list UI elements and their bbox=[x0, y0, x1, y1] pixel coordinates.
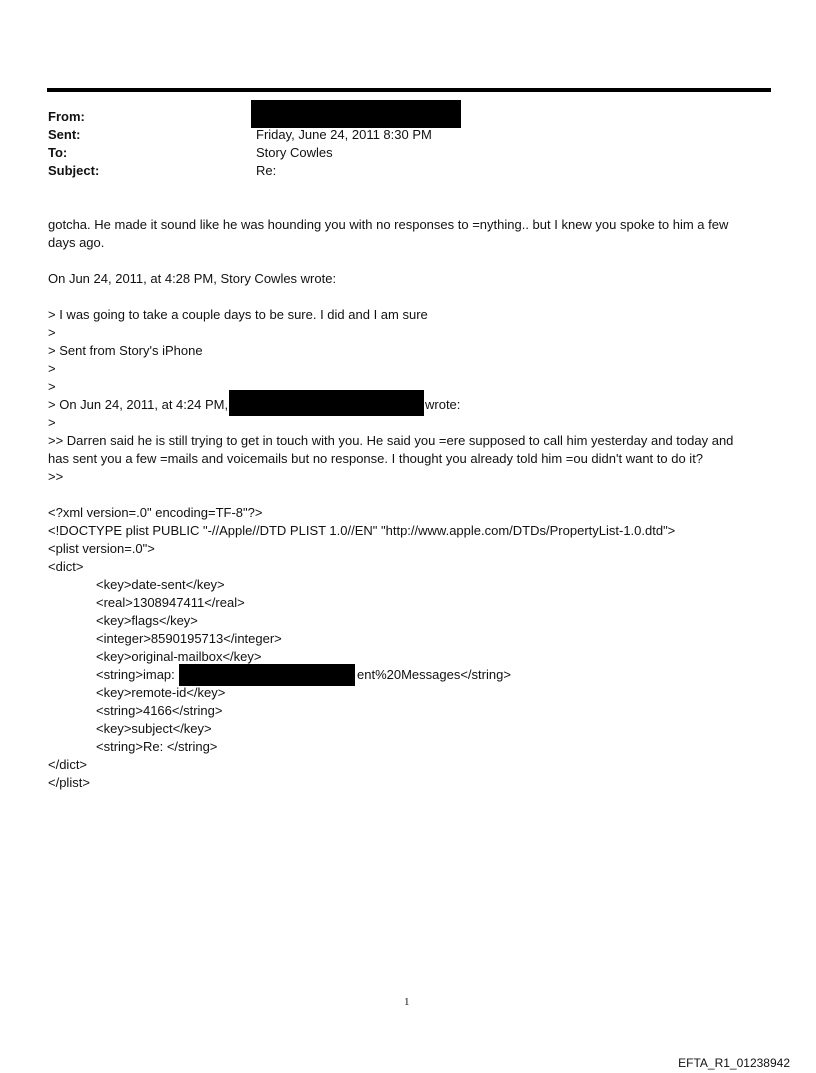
xml-line: <key>original-mailbox</key> bbox=[96, 649, 262, 664]
quoted-line: >> bbox=[48, 469, 64, 484]
redaction-sender bbox=[229, 390, 424, 416]
xml-line: <string>4166</string> bbox=[96, 703, 223, 718]
quoted-line: > bbox=[48, 415, 56, 430]
quoted-line: > I was going to take a couple days to be sure. I did and I am sure bbox=[48, 307, 428, 322]
xml-line: <key>flags</key> bbox=[96, 613, 198, 628]
xml-line: <!DOCTYPE plist PUBLIC "-//Apple//DTD PLIST 1.0//EN" "http://www.apple.com/DTDs/PropertyList-1.0.dtd"> bbox=[48, 523, 676, 538]
subject-label: Subject: bbox=[48, 163, 100, 178]
sent-label: Sent: bbox=[48, 127, 81, 142]
from-label: From: bbox=[48, 109, 85, 124]
quoted-line: > On Jun 24, 2011, at 4:24 PM, bbox=[48, 397, 229, 412]
xml-line: <key>remote-id</key> bbox=[96, 685, 226, 700]
xml-line: </dict> bbox=[48, 757, 88, 772]
to-value: Story Cowles bbox=[256, 145, 333, 160]
xml-line: <plist version=.0"> bbox=[48, 541, 155, 556]
page-number: 1 bbox=[404, 996, 410, 1008]
xml-line: </plist> bbox=[48, 775, 90, 790]
subject-value: Re: bbox=[256, 163, 277, 178]
body-line: On Jun 24, 2011, at 4:28 PM, Story Cowles wrote: bbox=[48, 271, 337, 286]
xml-line: <dict> bbox=[48, 559, 84, 574]
body-line: days ago. bbox=[48, 235, 105, 250]
xml-line: <?xml version=.0" encoding=TF-8"?> bbox=[48, 505, 263, 520]
quoted-line: > bbox=[48, 361, 56, 376]
document-id: EFTA_R1_01238942 bbox=[678, 1056, 790, 1070]
xml-line: <integer>8590195713</integer> bbox=[96, 631, 282, 646]
xml-line-tail: ent%20Messages</string> bbox=[357, 667, 511, 682]
quoted-line: has sent you a few =mails and voicemails but no response. I thought you already told him =ou didn't want to do it? bbox=[48, 451, 704, 466]
sent-value: Friday, June 24, 2011 8:30 PM bbox=[256, 127, 432, 142]
xml-line: <key>subject</key> bbox=[96, 721, 212, 736]
redaction-mailbox bbox=[179, 664, 355, 686]
xml-line: <real>1308947411</real> bbox=[96, 595, 245, 610]
redaction-from bbox=[251, 100, 461, 128]
to-label: To: bbox=[48, 145, 68, 160]
quoted-line-wrote: wrote: bbox=[425, 397, 461, 412]
body-line: gotcha. He made it sound like he was hounding you with no responses to =nything.. but I knew you spoke to him a few bbox=[48, 217, 729, 232]
quoted-line: > bbox=[48, 379, 56, 394]
quoted-line: > bbox=[48, 325, 56, 340]
quoted-line: >> Darren said he is still trying to get in touch with you. He said you =ere supposed to call him yesterday and today and bbox=[48, 433, 734, 448]
xml-line: <string>imap: bbox=[96, 667, 175, 682]
header-rule bbox=[47, 88, 771, 92]
xml-line: <key>date-sent</key> bbox=[96, 577, 225, 592]
xml-line: <string>Re: </string> bbox=[96, 739, 218, 754]
quoted-line: > Sent from Story's iPhone bbox=[48, 343, 203, 358]
